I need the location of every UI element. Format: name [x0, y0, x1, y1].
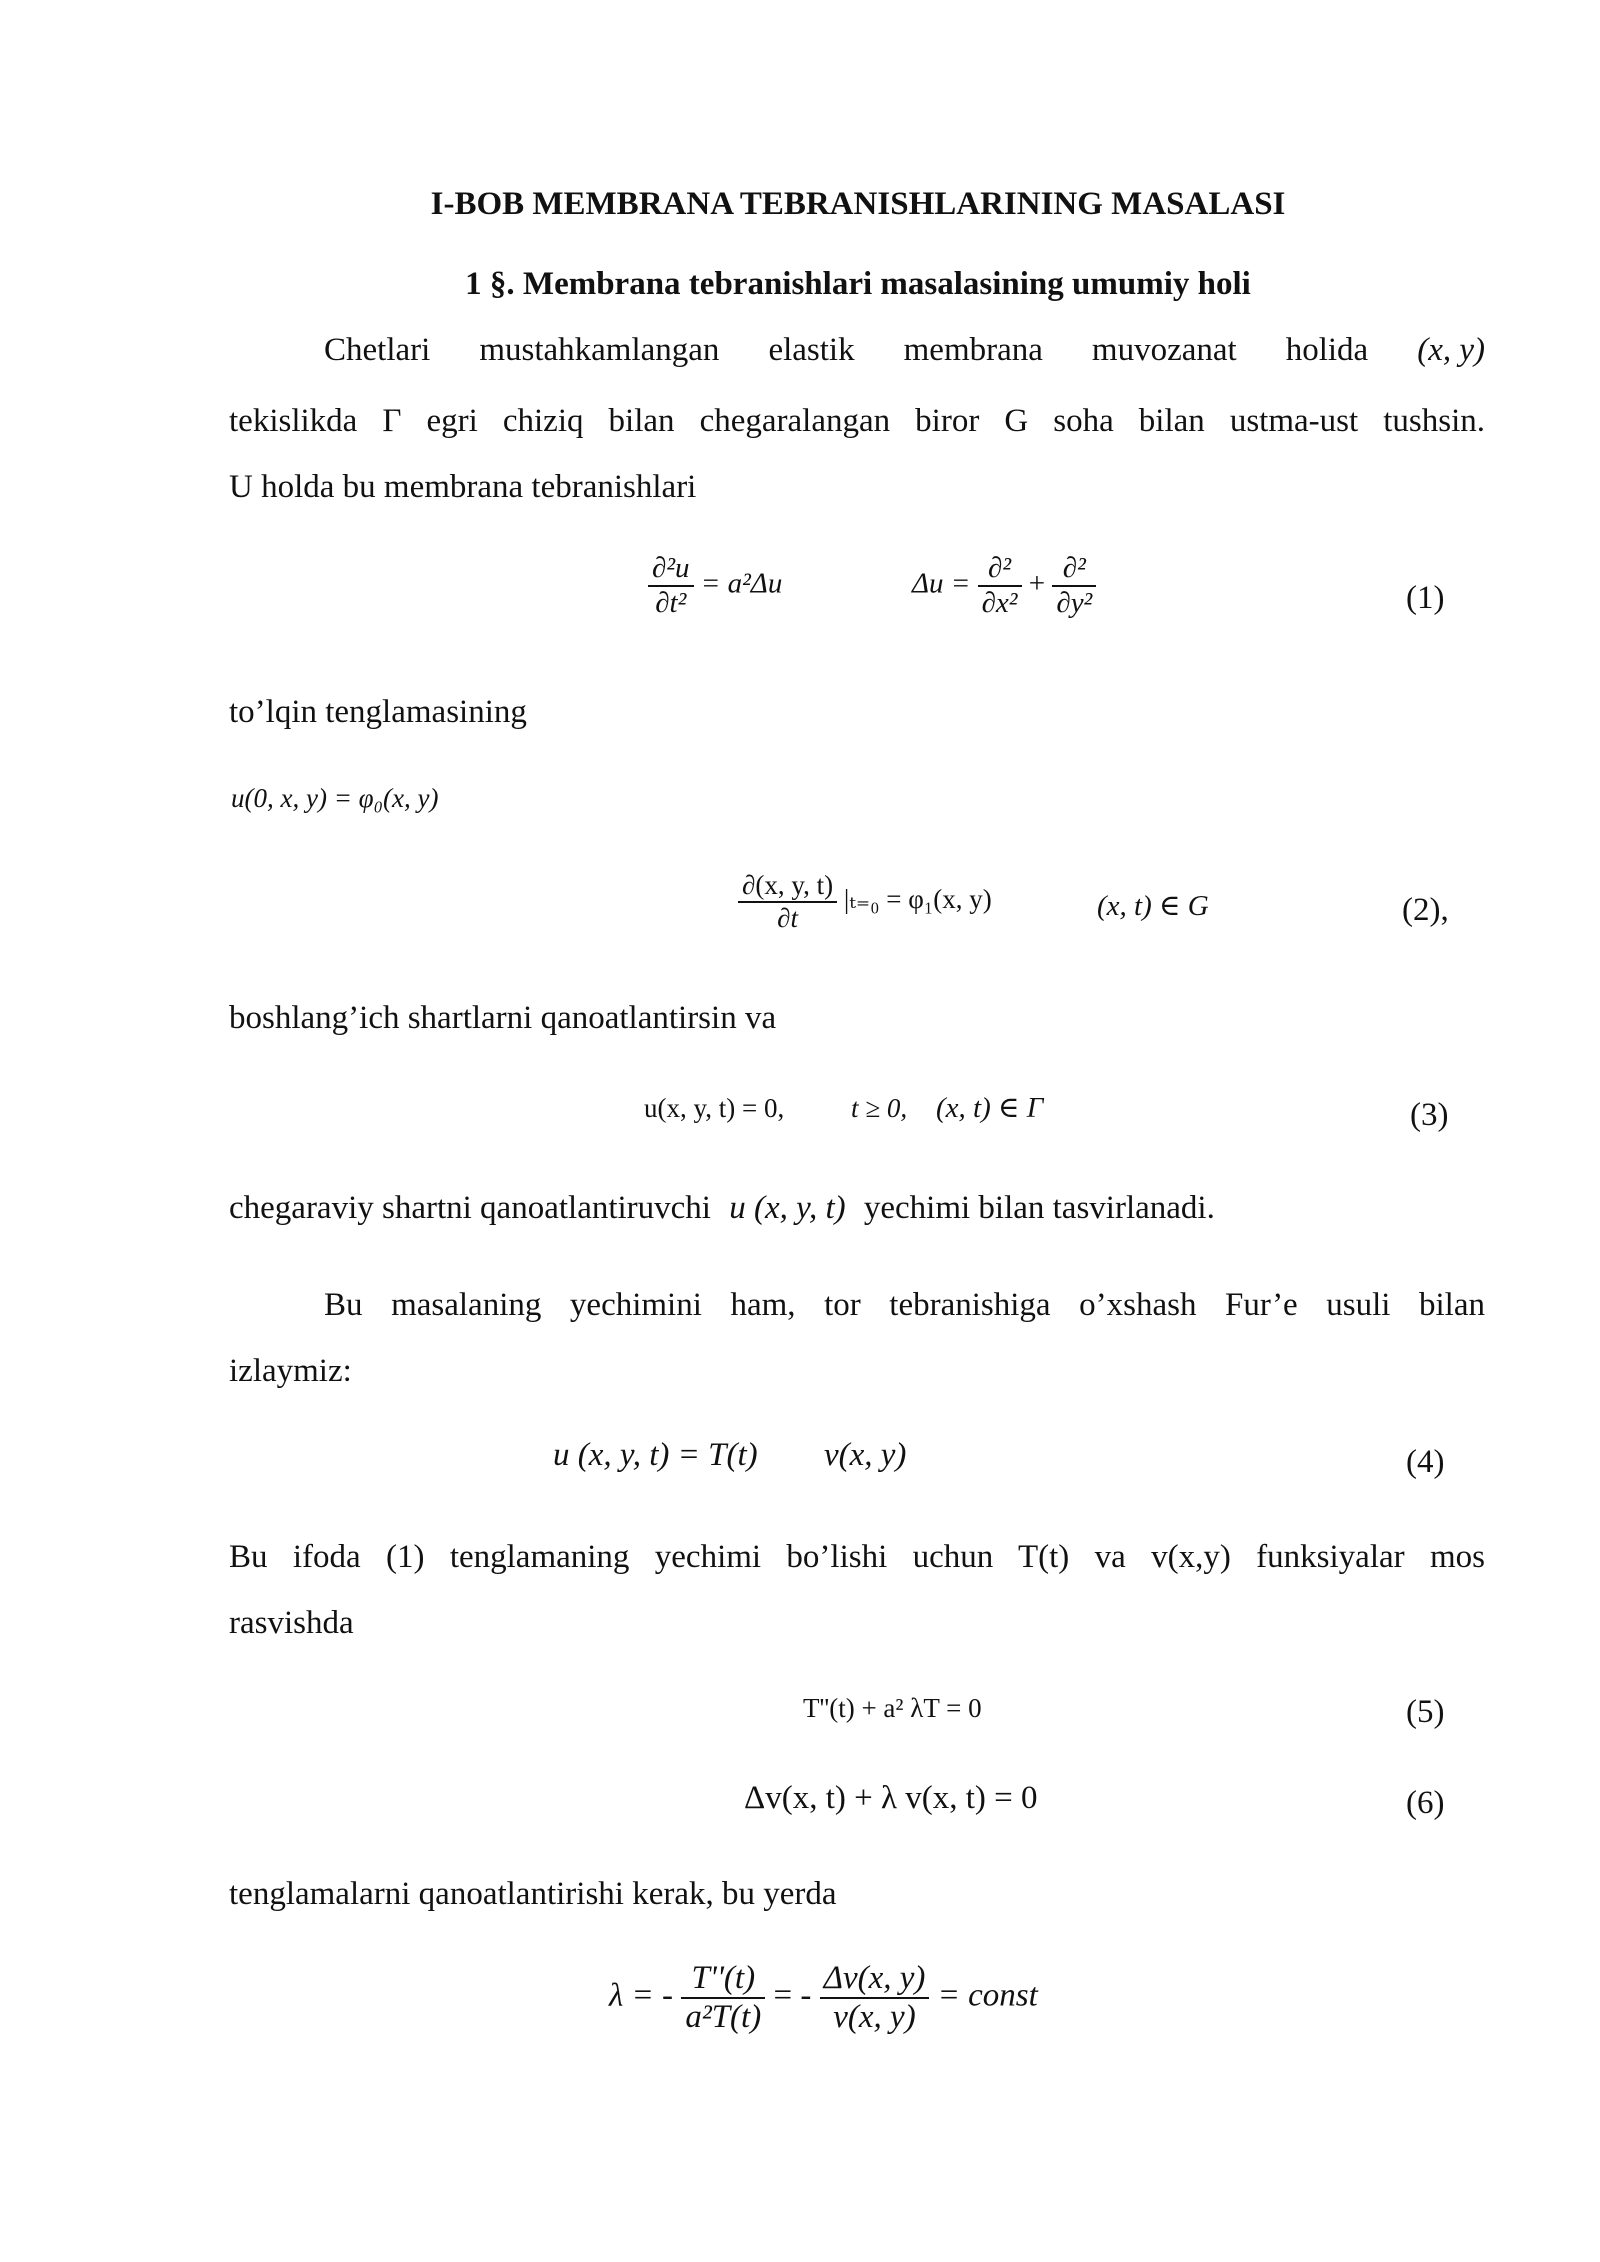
paragraph-1-line-2: tekislikda Γ egri chiziq bilan chegaralangan biror G soha bilan ustma-ust tushsin. — [229, 403, 1485, 439]
inline-math-uxyt: u (x, y, t) — [729, 1190, 846, 1226]
equation-number-4: (4) — [1406, 1444, 1445, 1480]
equation-3-condition: t ≥ 0, — [851, 1093, 908, 1123]
equation-number-1: (1) — [1406, 580, 1445, 616]
equation-5: T''(t) + a² λT = 0 — [803, 1693, 982, 1723]
paragraph-5-line-1: Bu masalaning yechimini ham, tor tebranishiga o’xshash Fur’e usuli bilan — [324, 1287, 1485, 1323]
inline-math-xy: (x, y) — [1417, 332, 1485, 368]
equation-2-domain: (x, t) ∈ G — [1097, 890, 1209, 922]
fraction: $\frac{\partial(x, y, t)}{\partial t}$ — [738, 870, 837, 934]
equation-number-5: (5) — [1406, 1694, 1445, 1730]
fraction: $\frac{\text{∂²}}{\text{∂x²}}$ — [978, 552, 1022, 620]
fraction: $\frac{\text{∂²}}{\text{∂y²}}$ — [1052, 552, 1096, 620]
paragraph-1-line-3: U holda bu membrana tebranishlari — [229, 469, 697, 505]
paragraph-5-line-2: izlaymiz: — [229, 1353, 352, 1389]
equation-number-3: (3) — [1410, 1097, 1449, 1133]
equation-3-domain: (x, t) ∈ Γ — [936, 1092, 1044, 1124]
fraction: $\frac{T''(t)}{\text{a²T(t)}}$ — [681, 1960, 765, 2036]
equation-1-laplacian: Δu = $\frac{\text{∂²}}{\text{∂x²}}$ + $\frac{\text{∂²}}{\text{∂y²}}$ — [912, 552, 1096, 620]
equation-4-part-2: v(x, y) — [824, 1437, 907, 1473]
initial-condition-0: u(0, x, y) = φ₀(x, y) — [231, 783, 439, 813]
paragraph-6-line-2: rasvishda — [229, 1605, 354, 1641]
fraction: $\frac{\text{∂²u}}{\text{∂t²}}$ — [648, 552, 694, 620]
section-title: 1 §. Membrana tebranishlari masalasining umumiy holi — [465, 266, 1251, 302]
paragraph-7: tenglamalarni qanoatlantirishi kerak, bu yerda — [229, 1876, 837, 1912]
paragraph-3: boshlang’ich shartlarni qanoatlantirsin va — [229, 1000, 777, 1036]
equation-7: λ = - $\frac{T''(t)}{\text{a²T(t)}}$ = - $\frac{\Delta v(x, y)}{v(x, y)}$ = const — [609, 1960, 1038, 2035]
equation-6: Δv(x, t) + λ v(x, t) = 0 — [744, 1780, 1038, 1816]
word: holida — [1285, 332, 1369, 368]
paragraph-2: to’lqin tenglamasining — [229, 694, 527, 730]
paragraph-6-line-1: Bu ifoda (1) tenglamaning yechimi bo’lishi uchun T(t) va v(x,y) funksiyalar mos — [229, 1539, 1485, 1575]
chapter-title: I-BOB MEMBRANA TEBRANISHLARINING MASALASI — [430, 186, 1286, 222]
equation-number-6: (6) — [1406, 1785, 1445, 1821]
word: Chetlari — [324, 332, 431, 368]
paragraph-1-line-1 — [324, 332, 1485, 369]
equation-2: $\frac{\partial(x, y, t)}{\partial t}$ |ₜ₌₀ = φ₁(x, y) — [738, 870, 992, 934]
word: elastik — [768, 332, 855, 368]
equation-3: u(x, y, t) = 0, — [644, 1093, 785, 1123]
word: muvozanat — [1091, 332, 1237, 368]
paragraph-4: chegaraviy shartni qanoatlantiruvchi u (x, y, t) yechimi bilan tasvirlanadi. — [229, 1190, 1215, 1226]
fraction: $\frac{\Delta v(x, y)}{v(x, y)}$ — [820, 1960, 930, 2036]
equation-4: u (x, y, t) = T(t) — [553, 1437, 758, 1473]
word: membrana — [903, 332, 1043, 368]
equation-1: $\frac{\text{∂²u}}{\text{∂t²}}$ = a²Δu — [648, 552, 782, 620]
word: mustahkamlangan — [479, 332, 720, 368]
equation-number-2: (2), — [1402, 892, 1449, 928]
